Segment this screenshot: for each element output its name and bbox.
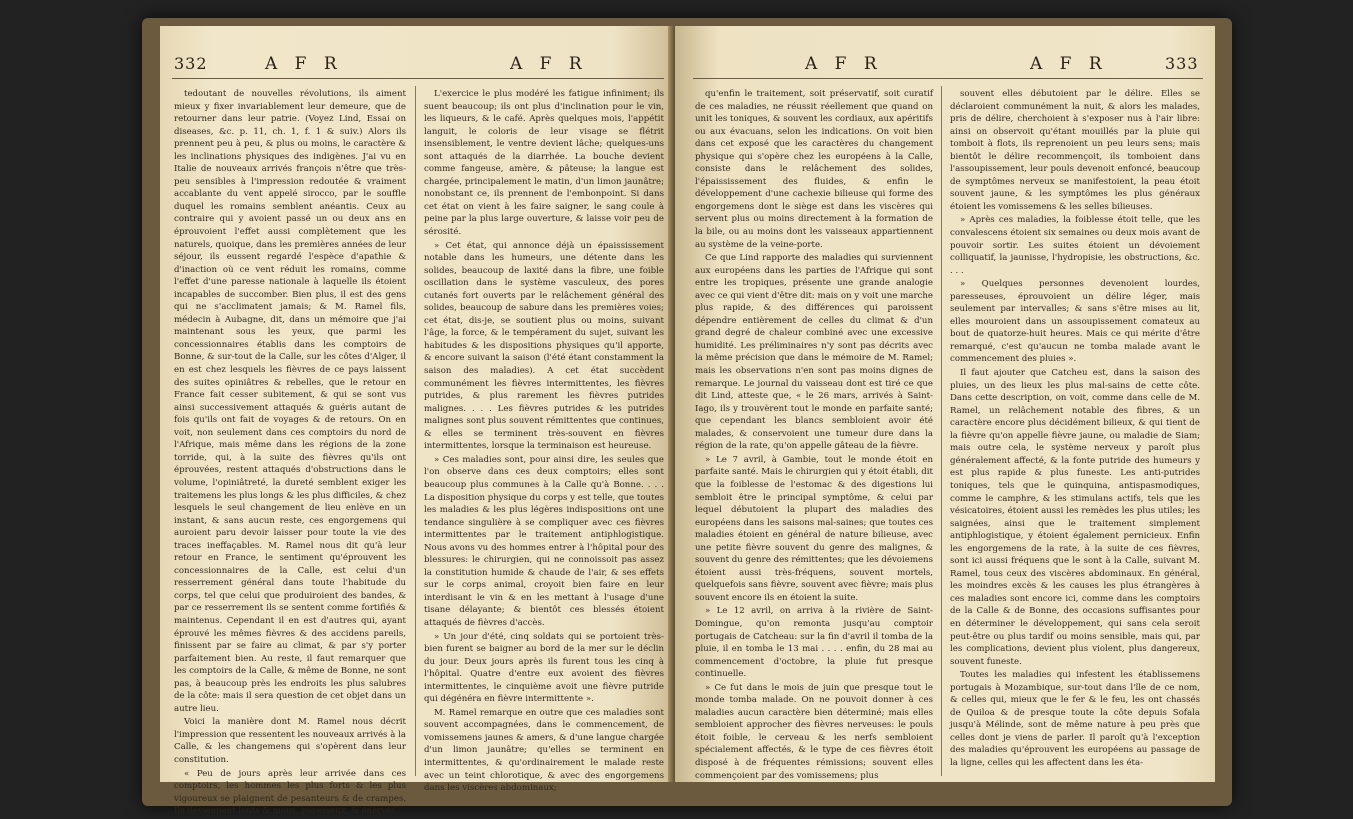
paragraph: Voici la manière dont M. Ramel nous décrit l'impression que ressentent les nouveaux arrivés à la Calle, & les changemens qui s'opèrent dans leur constitution. [174,717,406,765]
paragraph: » Quelques personnes devenoient lourdes, paresseuses, éprouvoient un délire léger, mais seulement par intervalles; & sans s'être mises au lit, elles mouroient dans un assoupissement comateux au bout de quatorze-huit heures. Mais ce qui mérite d'être remarqué, c'est qu'aucun ne tomba malade avant le commencement des pluies ». [950,279,1200,365]
paragraph: » Le 7 avril, à Gambie, tout le monde étoit en parfaite santé. Mais le chirurgien qui y étoit établi, dit que la foiblesse de l'estomac & des digestions lui sembloit être le principal symptôme, & celui par lequel débutoient la plupart des maladies des européens dans les saisons mal-saines; que toutes ces maladies étoient en général de nature bilieuse, avec une petite fièvre souvent du genre des malignes, & souvent du genre des rémittentes; que les dévoiemens étoient aussi très-fréquens, souvent mortels, quelquefois sans fièvre, souvent avec fièvre; mais plus souvent encore ils en étoient la suite. [695,454,933,603]
header-rule [172,78,664,79]
paragraph: » Ce fut dans le mois de juin que presque tout le monde tomba malade. On ne pouvoit donner à ces maladies aucun caractère bien déterminé; mais elles sembloient approcher des fièvres nerveuses: le pouls étoit foible, le cerveau & les nerfs sembloient spécialement affectés, & le type de ces fièvres étoit disposé à de fréquentes rémissions; souvent elles commençoient par des vomissemens; plus [695,682,933,781]
paragraph: qu'enfin le traitement, soit préservatif, soit curatif de ces maladies, ne réussit réellement que quand on unit les toniques, & souvent les cordiaux, aux apéritifs ou aux évacuans, selon les indications. On voit bien dans cet exposé que les caractères du changement physique qui s'opère chez les européens à la Calle, consiste dans le relâchement des solides, l'épaississement des fluides, & enfin le développement d'une cachexie bilieuse qui forme des engorgemens dont le siège est dans les viscères qui servent plus ou moins directement à la formation de la bile, ou au moins dont les vaisseaux appartiennent au système de la veine-porte. [695,89,933,250]
paragraph: L'exercice le plus modéré les fatigue infiniment; ils suent beaucoup; ils ont plus d'inclination pour le vin, les liqueurs, & le café. Après quelques mois, l'appétit languit, le coloris de leur visage se flétrit insensiblement, le ventre devient lâche; quelques-uns sont attaqués de la diarrhée. La bouche devient comme fangeuse, amère, & pâteuse; la langue est chargée, principalement le matin, d'un limon jaunâtre; nonobstant ce, ils prennent de l'embonpoint. Si dans cet état on vient à les faire saigner, le sang coule à peine par la plus large ouverture, & laisse voir peu de sérosité. [424,89,664,238]
paragraph: » Cet état, qui annonce déjà un épaississement notable dans les humeurs, une détente dans les solides, beaucoup de laxité dans la fibre, une foible oscillation dans le système vasculeux, des pores cutanés fort ouverts par le relâchement général des solides, beaucoup de sabure dans les premières voies; cet état, dis-je, se soutient plus ou moins, suivant l'âge, la force, & le tempérament du sujet, suivant les habitudes & les dispositions physiques qu'il apporte, & encore suivant la saison (l'été étant constamment la saison des maladies). A cet état succèdent communément les fièvres intermittentes, les fièvres putrides, & plus rarement les fièvres putrides malignes. . . . Les fièvres putrides & les putrides malignes sont plus souvent rémittentes que continues, & elles se terminent très-souvent en fièvres intermittentes, lorsque la terminaison est heureuse. [424,240,664,452]
running-head: A F R [265,54,343,74]
text-column-1 [695,88,933,781]
column-divider [941,86,942,776]
paragraph: Toutes les maladies qui infestent les établissemens portugais à Mozambique, sur-tout dans l'île de ce nom, & celles qui, mieux que le fer & le feu, les ont chassés de Quiloa & de presque toute la côte depuis Sofala jusqu'à Mélinde, sont de même nature à peu près que celles dont je viens de parler. Il paroît qu'à l'exception des maladies qu'éprouvent les européens au passage de la ligne, celles qui les affectent dans les éta- [950,670,1200,768]
paragraph: » Le 12 avril, on arriva à la rivière de Saint-Domingue, qu'on remonta jusqu'au comptoir portugais de Catcheau: sur la fin d'avril il tomba de la pluie, il en tomba le 13 mai . . . . enfin, du 28 mai au commencement d'octobre, la pluie fut presque continuelle. [695,606,933,680]
text-column-2 [950,88,1200,778]
paragraph: M. Ramel remarque en outre que ces maladies sont souvent accompagnées, dans le commencement, de vomissemens jaunes & amers, & d'une langue chargée d'un limon jaunâtre; qu'elles se terminent en intermittentes, & qu'ordinairement le malade reste avec un teint chlorotique, & avec des engorgemens dans les viscères abdominaux; [424,707,664,794]
running-head: A F R [510,54,588,74]
left-page [160,26,675,817]
column-divider [415,86,416,776]
header-rule [693,78,1203,79]
paragraph: Il faut ajouter que Catcheu est, dans la saison des pluies, un des lieux les plus mal-sains de cette côte. Dans cette description, on voit, comme dans celle de M. Ramel, un relâchement notable des fibres, & un caractère encore plus décidément bilieux, & qui tient de la fièvre qu'on appelle fièvre jaune, ou maladie de Siam; mais outre cela, le système nerveux y paroît plus généralement affecté, & la fonte putride des humeurs y est plus rapide & plus funeste. Les anti-putrides toniques, tels que le quinquina, antispasmodiques, comme le camphre, & les stimulans actifs, tels que les vésicatoires, étoient aussi les remèdes les plus utiles; les saignées, ainsi que le traitement simplement antiphlogistique, y étoient également pernicieux. Enfin les engorgemens de la rate, à la suite de ces fièvres, sont ici aussi fréquens que le sont à la Calle, suivant M. Ramel, tous ceux des viscères abdominaux. En général, les moindres excès & les causes les plus étrangères à ces maladies sont encore ici, comme dans les comptoirs de la Calle & de Bonne, des occasions suffisantes pour en déterminer le développement, qui sans cela seroit peut-être ou plus tardif ou moins sensible, mais qui, par les complications, devient plus violent, plus dangereux, souvent funeste. [950,368,1200,667]
paragraph: » Un jour d'été, cinq soldats qui se portoient très-bien furent se baigner au bord de la mer sur le déclin du jour. Deux jours après ils furent tous les cinq à l'hôpital. Quatre d'entre eux avoient des fièvres intermittentes, le cinquième avoit une fièvre putride qui dégénéra en fièvre intermittente ». [424,631,664,705]
paragraph: » Après ces maladies, la foiblesse étoit telle, que les convalescens étoient six semaines ou deux mois avant de pouvoir sortir. Les suites étoient un dévoiement colliquatif, la jaunisse, l'hydropisie, les obstructions, &c. . . . [950,215,1200,276]
paragraph: tedoutant de nouvelles révolutions, ils aiment mieux y fixer invariablement leur demeure, que de retourner dans leur patrie. (Voyez Lind, Essai on diseases, &c. p. 11, ch. 1, f. 1 & suiv.) Alors ils prennent peu à peu, & plus ou moins, le caractère & les inclinations physiques des indigènes. J'ai vu en Italie de nouveaux arrivés françois n'être que très-peu sensibles à l'impression redoutée & vraiment accablante du vent appelé sirocco, par le souffle duquel les romains semblent anéantis. Ceux au contraire qui y avoient passé un ou deux ans en éprouvoient l'effet aussi complètement que les naturels, quoique, dans les premières années de leur séjour, ils eussent regardé l'espèce d'apathie & d'inaction où ce vent réduit les romains, comme l'effet d'une paresse nationale à laquelle ils étoient incapables de succomber. Bien plus, il est des gens qui ne s'acclimatent jamais; & M. Ramel fils, médecin à Aubagne, dit, dans un mémoire que j'ai maintenant sous les yeux, que parmi les concessionnaires établis dans les comptoirs de Bonne, & sur-tout de la Calle, sur les côtes d'Alger, il en est chez lesquels les fièvres de ce pays laissent des suites opiniâtres & rebelles, que le retour en France fait cesser subitement, & qui se sont vus ainsi successivement attaqués & guéris autant de fois qu'ils ont fait de voyages & de retours. On en voit, non seulement dans ces comptoirs du nord de l'Afrique, mais même dans les régions de la zone torride, qui, à la suite des fièvres qu'ils ont éprouvées, restent attaqués d'obstructions dans le volume, l'opiniâtreté, la dureté semblent exiger les traitemens les plus longs & les plus difficiles, & chez lesquels le seul changement de lieu enlève en un instant, & sans aucun reste, ces engorgemens qui auroient paru devoir laisser pour toute la vie des traces ineffaçables. M. Ramel nous dit qu'à leur retour en France, le sentiment qu'éprouvent les concessionnaires de la Calle, est celui d'un resserrement général dans toute l'habitude du corps, tel que celui que produiroient des bandes, & par ce resserrement ils se sentent comme fortifiés & maintenus. Cependant il en est d'autres qui, ayant éprouvé les mêmes fièvres & des accidens pareils, finissent par se faire au climat, & par s'y porter parfaitement bien. Au reste, il faut remarquer que les comptoirs de la Calle, & même de Bonne, ne sont pas, à beaucoup près les endroits les plus salubres de la côte: mais il sera question de cet objet dans un autre lieu. [174,89,406,714]
page-number: 333 [1165,54,1199,73]
paragraph: souvent elles débutoient par le délire. Elles se déclaroient communément la nuit, & alors les malades, pris de délire, cherchoient à s'exposer nus à l'air libre: ainsi on observoit qu'étant mouillés par la pluie qui tomboit à flots, ils reprenoient un peu leurs sens; mais bientôt le délire recommençoit, ils tomboient dans l'assoupissement, leur pouls devenoit enfoncé, beaucoup de symptômes nerveux se manifestoient, la peau étoit souvent jaune, & les symptômes les plus généraux étoient les vomissemens & les selles bilieuses. [950,89,1200,212]
paragraph: » Ces maladies sont, pour ainsi dire, les seules que l'on observe dans ces deux comptoirs; elles sont beaucoup plus communes à la Calle qu'à Bonne. . . . La disposition physique du corps y est telle, que toutes les maladies & les plus légères indispositions ont une tendance singulière à se compliquer avec ces fièvres intermittentes par le traitement antiphlogistique. Nous avons vu des hommes entrer à l'hôpital pour des blessures: le chirurgien, qui ne connoissoit pas assez la constitution humide & chaude de l'air, & ses effets sur le corps animal, croyoit bien faire en leur interdisant le vin & en les mettant à l'usage d'une tisane délayante; & bientôt ces blessés étoient attaqués de fièvres d'accès. [424,454,664,628]
running-head: A F R [805,54,883,74]
paragraph: Ce que Lind rapporte des maladies qui surviennent aux européens dans les parties de l'Afrique qui sont entre les tropiques, présente une grande analogie avec ce qui vient d'être dit: mais on y voit une marche plus rapide, & des différences qui paroissent dépendre entièrement de celles du climat & d'un grand degré de chaleur combiné avec une excessive humidité. Les préliminaires n'y sont pas décrits avec la même précision que dans le mémoire de M. Ramel; mais les observations n'en sont pas moins dignes de remarque. Le journal du vaisseau dont est tiré ce que dit Lind, atteste que, « le 26 mars, arrivés à Saint-Iago, ils y trouvèrent tout le monde en parfaite santé; que cependant les blancs sembloient avoir été malades, & conservoient une tumeur dure dans la région de la rate, qu'on appelle gâteau de la fièvre. [695,253,933,452]
paragraph: « Peu de jours après leur arrivée dans ces comptoirs, les hommes les plus forts & les plus vigoureux se plaignent de pesanteurs & de crampes. Ils deviennent lents & mous, paresseux, & énervés. [174,768,406,817]
running-head: A F R [1030,54,1108,74]
text-column-2 [424,88,664,794]
right-page [675,26,1215,782]
page-number: 332 [174,54,208,73]
text-column-1 [174,88,406,817]
